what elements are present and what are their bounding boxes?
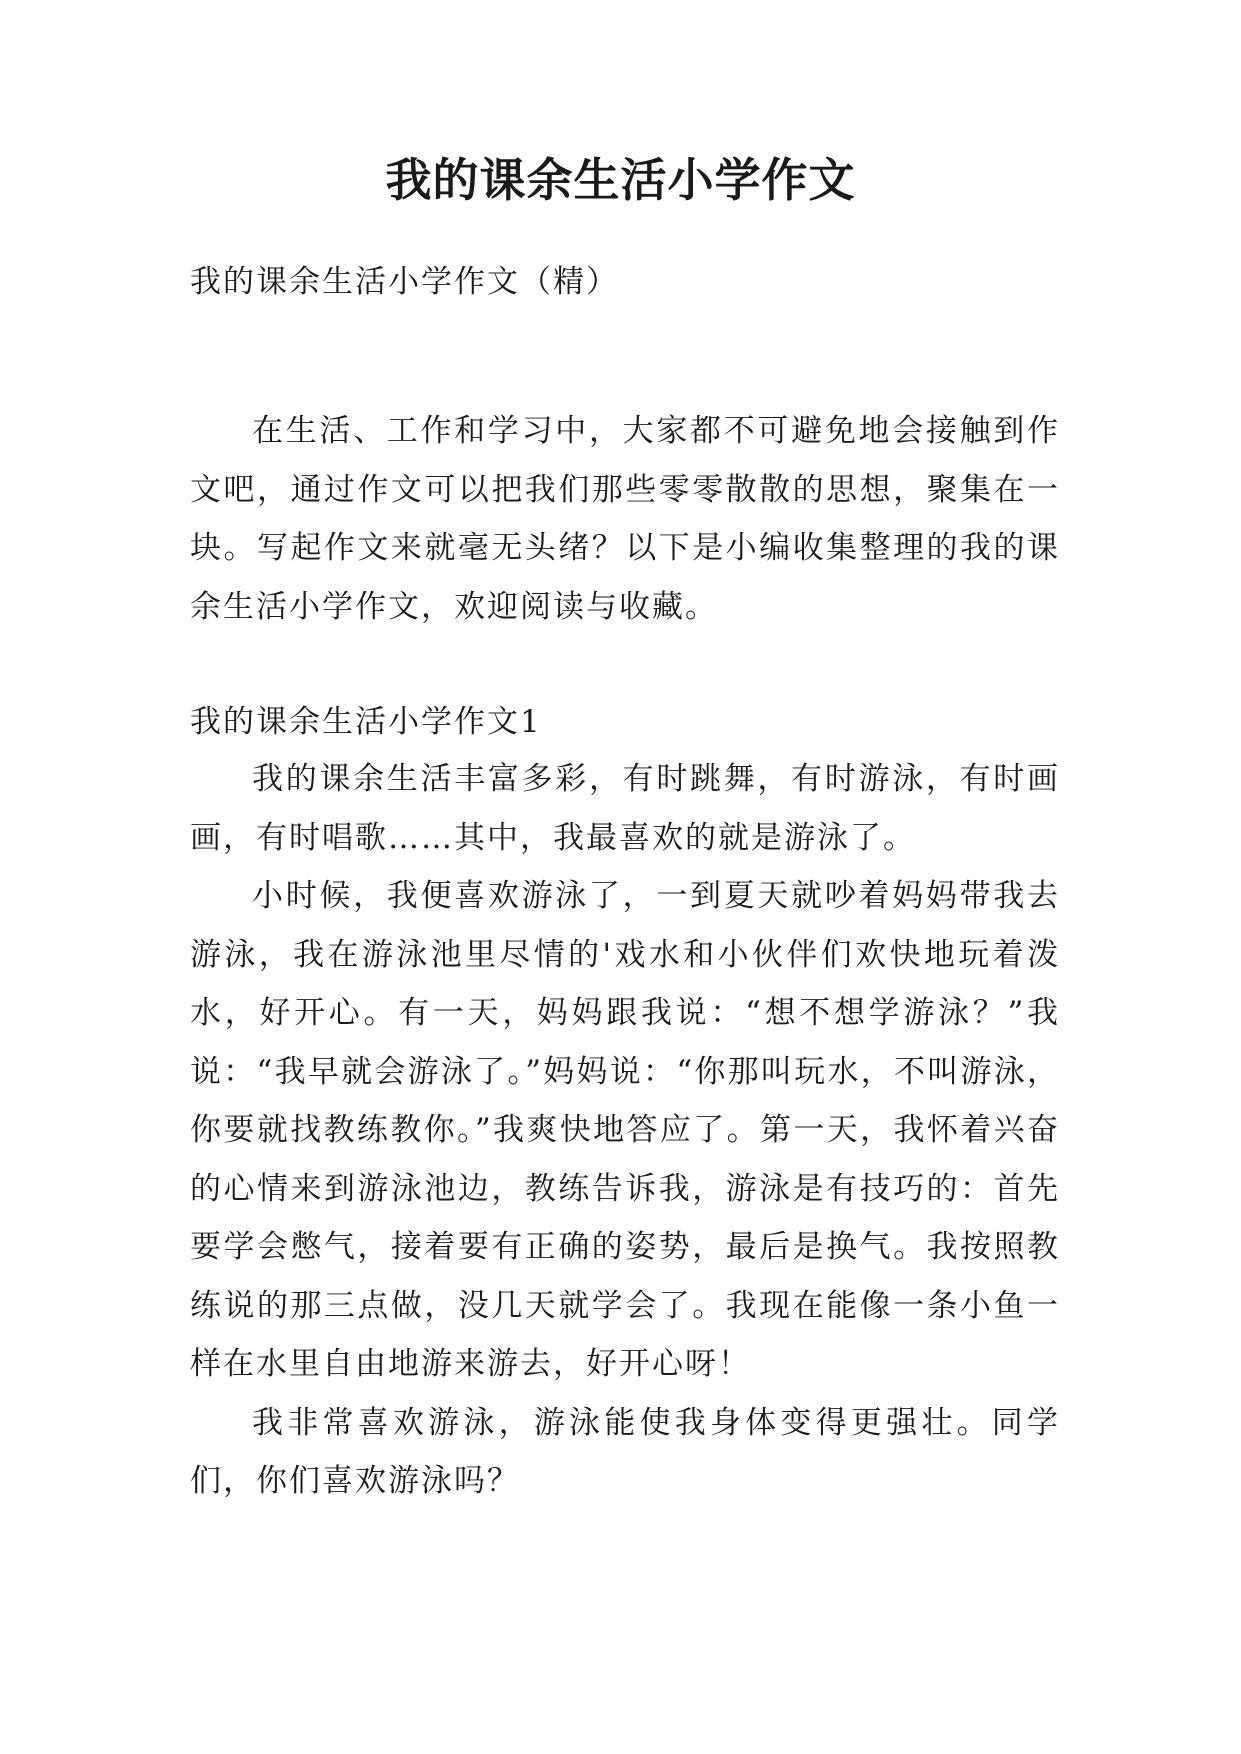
document-subtitle: 我的课余生活小学作文（精）	[190, 264, 619, 300]
section-heading: 我的课余生活小学作文1	[190, 704, 542, 740]
document-title: 我的课余生活小学作文	[385, 153, 856, 207]
essay-body	[190, 750, 1060, 1511]
essay-paragraph-2: 小时候，我便喜欢游泳了，一到夏天就吵着妈妈带我去游泳，我在游泳池里尽情的'戏水和小伙伴们欢快地玩着泼水，好开心。有一天，妈妈跟我说：“想不想学游泳？”我说：“我早就会游泳了。”妈妈说：“你那叫玩水，不叫游泳，你要就找教练教你。”我爽快地答应了。第一天，我怀着兴奋的心情来到游泳池边，教练告诉我，游泳是有技巧的：首先要学会憋气，接着要有正确的姿势，最后是换气。我按照教练说的那三点做，没几天就学会了。我现在能像一条小鱼一样在水里自由地游来游去，好开心呀！	[190, 878, 1060, 1382]
intro-block	[190, 402, 1060, 636]
essay-paragraph-1: 我的课余生活丰富多彩，有时跳舞，有时游泳，有时画画，有时唱歌……其中，我最喜欢的就是游泳了。	[190, 761, 1060, 856]
essay-paragraph-3: 我非常喜欢游泳，游泳能使我身体变得更强壮。同学们，你们喜欢游泳吗？	[190, 1404, 1060, 1499]
intro-paragraph: 在生活、工作和学习中，大家都不可避免地会接触到作文吧，通过作文可以把我们那些零零散散的思想，聚集在一块。写起作文来就毫无头绪？以下是小编收集整理的我的课余生活小学作文，欢迎阅读与收藏。	[190, 413, 1060, 625]
